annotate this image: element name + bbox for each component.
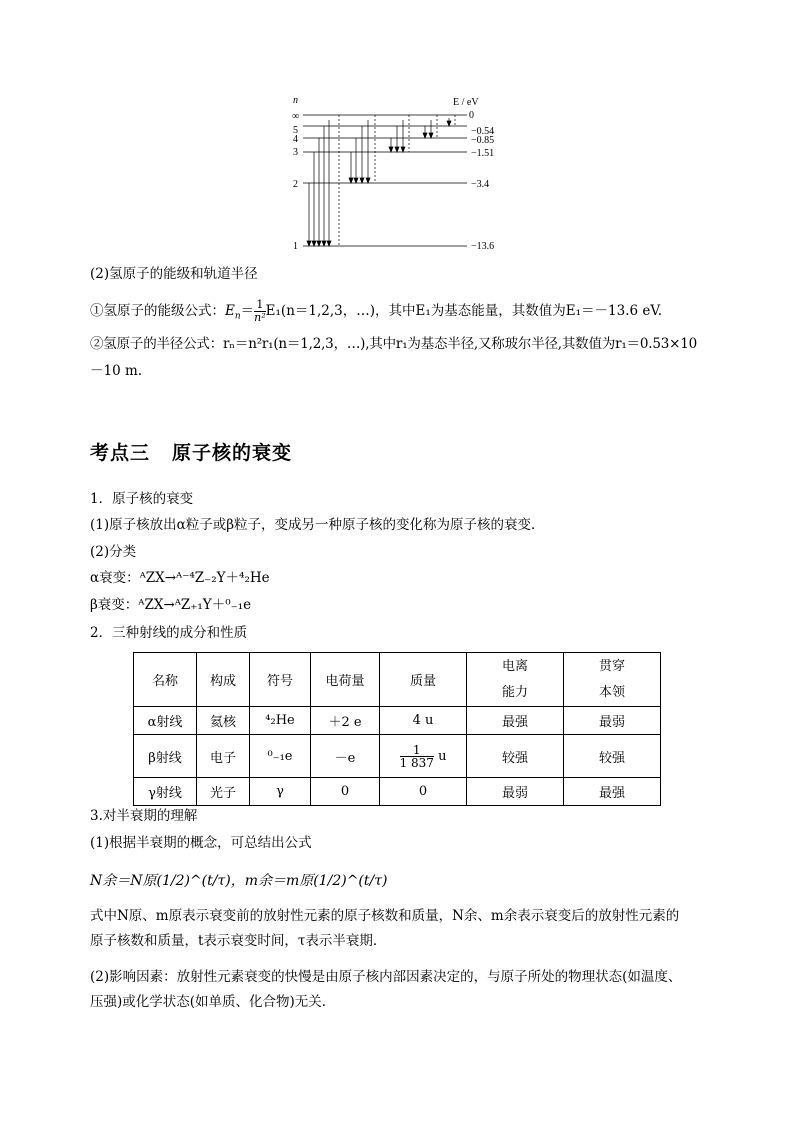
table-cell: ⁴₂He — [250, 707, 311, 735]
table-cell: 最强 — [467, 707, 564, 735]
energy-level-diagram — [285, 92, 515, 254]
table-header: 符号 — [250, 653, 311, 707]
level-e-2: −3.4 — [471, 179, 490, 190]
level-n-1: 1 — [293, 241, 298, 252]
table-header-text: 能力 — [501, 684, 528, 700]
beta-decay-formula: β衰变：ᴬZX→ᴬZ₊₁Y＋⁰₋₁e — [90, 597, 252, 613]
alpha-decay-formula: α衰变：ᴬZX→ᴬ⁻⁴Z₋₂Y＋⁴₂He — [90, 570, 270, 586]
table-cell: 较强 — [564, 735, 661, 778]
table-cell: 最强 — [564, 778, 661, 806]
radius-formula-line1: ②氢原子的半径公式：rₙ＝n²r₁(n＝1,2,3，…),其中r₁为基态半径,又称玻尔半径,其数值为r₁＝0.53×10 — [90, 336, 697, 352]
energy-fraction — [254, 299, 266, 324]
table-cell: ⁰₋₁e — [250, 735, 311, 778]
energy-formula-sub: n — [234, 311, 241, 322]
energy-formula-line — [90, 296, 662, 326]
level-n-3: 3 — [293, 147, 298, 158]
table-cell: γ射线 — [134, 778, 197, 806]
table-header-row — [134, 653, 661, 707]
level-e-3: −1.51 — [471, 148, 495, 159]
table-cell: 较强 — [467, 735, 564, 778]
energy-formula-suffix: ，其中E₁为基态能量，其数值为E₁＝－13.6 eV. — [375, 303, 663, 319]
e-axis-label: E / eV — [453, 97, 479, 108]
rays-table — [133, 652, 661, 806]
table-cell: α射线 — [134, 707, 197, 735]
radius-formula-line2: －10 m. — [90, 363, 143, 379]
table-header-text: 电离 — [501, 658, 528, 674]
table-cell: 氦核 — [197, 707, 250, 735]
table-header-text: 本领 — [598, 684, 625, 700]
table-cell: 最弱 — [467, 778, 564, 806]
table-cell: 0 — [380, 778, 467, 806]
table-header: 构成 — [197, 653, 250, 707]
energy-formula-eq: ＝ — [240, 303, 255, 319]
halflife-factors: (2)影响因素：放射性元素衰变的快慢是由原子核内部因素决定的，与原子所处的物理状态(如温度、压强)或化学状态(如单质、化合物)无关． — [90, 969, 682, 1010]
table-header-text: 贯穿 — [598, 658, 625, 674]
energy-formula-lhs: E — [225, 303, 235, 319]
table-row — [134, 707, 661, 735]
section-heading — [90, 438, 292, 465]
halflife-formula: N余＝N原(1/2)^(t/τ)，m余＝m原(1/2)^(t/τ) — [90, 873, 388, 889]
level-e-4: −0.85 — [471, 135, 495, 146]
table-row — [134, 778, 661, 806]
heading-part1: 考点三 — [90, 442, 151, 464]
energy-formula-prefix: ①氢原子的能级公式： — [90, 303, 225, 319]
beta-mass-unit: u — [438, 748, 447, 764]
energy-formula-rhs: E₁(n＝1,2,3，…) — [265, 303, 376, 319]
decay-classification: (2)分类 — [90, 544, 137, 560]
level-n-2: 2 — [293, 179, 298, 190]
table-cell: 最弱 — [564, 707, 661, 735]
n-axis-label: n — [293, 95, 298, 106]
energy-fraction-num: 1 — [254, 299, 266, 312]
table-cell: ＋2 e — [311, 707, 380, 735]
table-cell: 0 — [311, 778, 380, 806]
table-cell: 电子 — [197, 735, 250, 778]
halflife-title: 3.对半衰期的理解 — [90, 808, 198, 824]
level-e-5: −0.54 — [471, 126, 495, 137]
section2-title: (2)氢原子的能级和轨道半径 — [90, 266, 258, 282]
level-n-4: 4 — [293, 134, 298, 145]
beta-mass-num: 1 — [400, 744, 434, 757]
heading-part2: 原子核的衰变 — [172, 442, 293, 464]
table-header-penetration — [564, 653, 661, 707]
level-e-0: 0 — [469, 110, 474, 121]
table-cell: γ — [250, 778, 311, 806]
table-row — [134, 735, 661, 778]
level-n-5: 5 — [293, 125, 298, 136]
table-cell: －e — [311, 735, 380, 778]
beta-mass-fraction — [400, 744, 434, 769]
halflife-intro: (1)根据半衰期的概念，可总结出公式 — [90, 835, 312, 851]
beta-mass-den: 1 837 — [399, 755, 434, 770]
table-header: 电荷量 — [311, 653, 380, 707]
table-cell: β射线 — [134, 735, 197, 778]
rays-title: 2．三种射线的成分和性质 — [90, 625, 248, 641]
table-cell: 光子 — [197, 778, 250, 806]
energy-fraction-den: n² — [254, 311, 266, 324]
level-n-inf: ∞ — [292, 111, 300, 122]
table-cell-mass-beta — [380, 735, 467, 778]
table-header: 名称 — [134, 653, 197, 707]
table-cell: 4 u — [380, 707, 467, 735]
table-header: 质量 — [380, 653, 467, 707]
level-lines — [303, 115, 467, 246]
level-e-1: −13.6 — [471, 241, 495, 252]
table-header-ionization — [467, 653, 564, 707]
decay-definition: (1)原子核放出α粒子或β粒子，变成另一种原子核的变化称为原子核的衰变． — [90, 517, 545, 533]
decay-title: 1．原子核的衰变 — [90, 491, 194, 507]
halflife-explanation: 式中N原、m原表示衰变前的放射性元素的原子核数和质量，N余、m余表示衰变后的放射性元素的原子核数和质量，t表示衰变时间，τ表示半衰期． — [90, 908, 680, 949]
transition-arrows — [307, 115, 455, 246]
